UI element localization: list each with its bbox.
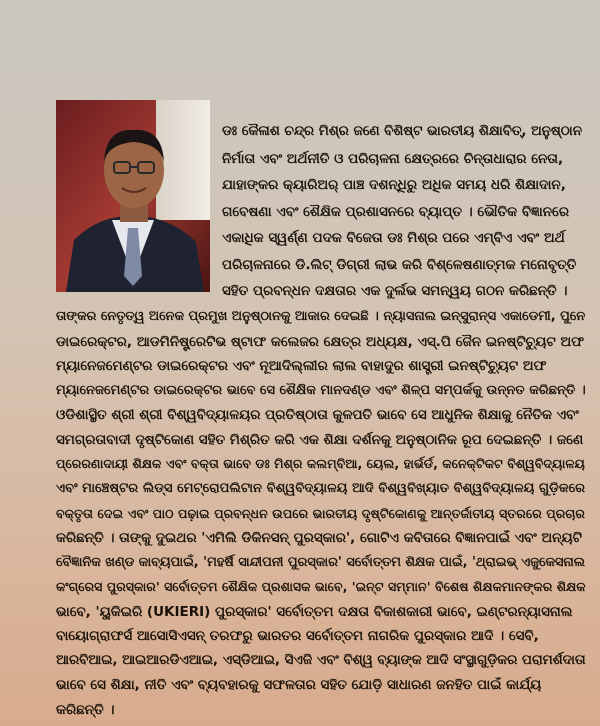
bio-line: ଆରବିଆଇ, ଆଇଆରଡିଏଆଇ, ଏସ୍‌ଡିଆଇ, ସିଏଜି ଏବଂ ବିଶ୍ୱ ବ୍ୟାଙ୍କ ଆଦି ସଂସ୍ଥାଗୁଡ଼ିକର ପରାମର୍ଶଦାତା	[56, 652, 586, 668]
bio-line: ଯାହାଙ୍କର କ୍ୟାରିଅର୍ ପାଞ୍ଚ ଦଶନ୍ଧିରୁ ଅଧିକ ସମୟ ଧରି ଶିକ୍ଷାଦାନ,	[222, 177, 566, 193]
bio-line: କଂଗ୍ରେସ ପୁରସ୍କାର' ସର୍ବୋତ୍ତମ ଶୈକ୍ଷିକ ପ୍ରଶାସକ ଭାବେ, 'ଇନ୍‌ଟ ସମ୍ମାନ' ବିଶେଷ ଶିକ୍ଷକମାନଙ୍କର ଶିକ୍ଷକ	[56, 579, 586, 595]
bio-line: ଡଃ କୈଳାଶ ଚନ୍ଦ୍ର ମିଶ୍ର ଜଣେ ବିଶିଷ୍ଟ ଭାରତୀୟ ଶିକ୍ଷାବିତ୍, ଅନୁଷ୍ଠାନ	[222, 124, 582, 139]
bio-line: ବୈଜ୍ଞାନିକ ଖଣ୍ଡ କାବ୍ୟପାଇଁ, 'ମହର୍ଷି ସାନ୍ଦୀପନୀ ପୁରସ୍କାର' ସର୍ବୋତ୍ତମ ଶିକ୍ଷକ ପାଇଁ, 'ଥ୍ରାଇଭ୍ ଏଜୁକେସନାଲ	[56, 554, 585, 570]
bio-line: କରିଛନ୍ତି ।	[56, 702, 115, 718]
bio-line: ତାଙ୍କର ନେତୃତ୍ୱ ଅନେକ ପ୍ରମୁଖ ଅନୁଷ୍ଠାନକୁ ଆକାର ଦେଇଛି । ନ୍ୟାସନାଲ ଇନ୍ସୁରାନ୍ସ ଏକାଡେମୀ, ପୁନେ	[56, 309, 586, 324]
bio-line: ଓଡିଶାସ୍ଥିତ ଶ୍ରୀ ଶ୍ରୀ ବିଶ୍ୱବିଦ୍ୟାଳୟର ପ୍ରତିଷ୍ଠାତା କୁଳପତି ଭାବେ ସେ ଆଧୁନିକ ଶିକ୍ଷାକୁ ନୈତିକ ଏବଂ	[56, 407, 579, 424]
bio-line: ଏବଂ ମାଞ୍ଚେଷ୍ଟର ଲିଡ୍ସ ମେଟ୍ରୋପଲିଟାନ ବିଶ୍ୱବିଦ୍ୟାଳୟ ଆଦି ବିଶ୍ୱବିଖ୍ୟାତ ବିଶ୍ୱବିଦ୍ୟାଳୟ ଗୁଡ଼ିକରେ	[56, 480, 586, 496]
bio-line: ସହିତ ପ୍ରବନ୍ଧନ ଦକ୍ଷତାର ଏକ ଦୁର୍ଲଭ ସମନ୍ୱୟ ଗଠନ କରିଛନ୍ତି ।	[222, 283, 568, 299]
bio-line: ବକ୍ତୃତା ଦେଇ ଏବଂ ପାଠ ପଢ଼ାଇ ପ୍ରବନ୍ଧନ ଉପରେ ଭାରତୀୟ ଦୃଷ୍ଟିକୋଣକୁ ଆନ୍ତର୍ଜାତୀୟ ସ୍ତରରେ ପ୍ରଚାର	[56, 505, 586, 521]
bio-line: ଭାବେ ସେ ଶିକ୍ଷା, ନୀତି ଏବଂ ବ୍ୟବହାରକୁ ସଫଳତାର ସହିତ ଯୋଡ଼ି ସାଧାରଣ ଜନହିତ ପାଇଁ କାର୍ଯ୍ୟ	[56, 677, 542, 694]
bio-line: ନିର୍ମାତା ଏବଂ ଅର୍ଥନୀତି ଓ ପରିଚାଳନା କ୍ଷେତ୍ରରେ ଚିନ୍ତାଧାରାର ନେତା,	[222, 150, 564, 167]
bio-line: ମ୍ୟାନେଜମେଣ୍ଟର ଡାଇରେକ୍ଟର ଭାବେ ସେ ଶୈକ୍ଷିକ ମାନଦଣ୍ଡ ଏବଂ ଶିଳ୍ପ ସମ୍ପର୍କକୁ ଉନ୍ନତ କରିଛନ୍ତି ।	[56, 382, 586, 398]
bio-line: ପରିଚାଳନାରେ ଡି.ଲିଟ୍ ଡିଗ୍ରୀ ଲାଭ କରି ବିଶ୍ଳେଷଣାତ୍ମକ ମନୋବୃତ୍ତି	[222, 256, 577, 273]
bio-line: ପ୍ରେରଣାଦାୟୀ ଶିକ୍ଷକ ଏବଂ ବକ୍ତା ଭାବେ ଡଃ ମିଶ୍ର କଲମ୍ବିଆ, ୟେଲ, ହାର୍ଭର୍ଡ, କନେକ୍ଟିକଟ ବିଶ୍ୱବିଦ୍ୟାଳୟ	[56, 456, 585, 472]
bio-line: ଭାବେ, 'ୟୁକିଇରି (UKIERI) ପୁରସ୍କାର' ସର୍ବୋତ୍ତମ ଦକ୍ଷତା ବିକାଶକାରୀ ଭାବେ, ଇଣ୍ଟରନ୍ୟାସନାଲ	[56, 603, 573, 620]
bio-line: ଏକାଧିକ ସ୍ୱର୍ଣ୍ଣ ପଦକ ବିଜେତା ଡଃ ମିଶ୍ର ପରେ ଏମ୍‌ବିଏ ଏବଂ ଅର୍ଥ	[222, 230, 565, 246]
bio-line: ମ୍ୟାନେଜମେଣ୍ଟର ଡାଇରେକ୍ଟର ଏବଂ ନୂଆଦିଲ୍ଲୀର ଲାଲ ବାହାଦୁର ଶାସ୍ତ୍ରୀ ଇନଷ୍ଟିଚ୍ୟୁଟ ଅଫ	[56, 358, 547, 375]
bio-line: ଡାଇରେକ୍ଟର, ଆଡମିନିଷ୍ଟ୍ରେଟିଭ ଷ୍ଟାଫ କଲେଜର କ୍ଷେତ୍ର ଅଧ୍ୟକ୍ଷ, ଏସ୍.ପି ଜୈନ ଇନଷ୍ଟିଚ୍ୟୁଟ ଅଫ	[56, 333, 585, 350]
bio-line: ବାୟୋଗ୍ରାଫର୍ସ ଆସୋସିଏସନ୍ ତରଫରୁ ଭାରତର ସର୍ବୋତ୍ତମ ନାଗରିକ ପୁରସ୍କାର ଆଦି । ସେବି,	[56, 628, 539, 645]
bio-line: କରିଛନ୍ତି । ତାଙ୍କୁ ଦୁଇଥର 'ଏମିଲି ଡିକିନସନ୍ ପୁରସ୍କାର', ଗୋଟିଏ କବିତାରେ ବିଜ୍ଞାନପାଇଁ ଏବଂ ଅନ୍ୟଟି	[56, 530, 582, 547]
bio-line: ସମଗ୍ରତାବାଦୀ ଦୃଷ୍ଟିକୋଣ ସହିତ ମିଶ୍ରିତ କରି ଏକ ଶିକ୍ଷା ଦର୍ଶନକୁ ଅନୁଷ୍ଠାନିକ ରୂପ ଦେଇଛନ୍ତି । ଜଣେ	[56, 431, 584, 448]
bio-line: ଗବେଷଣା ଏବଂ ଶୈକ୍ଷିକ ପ୍ରଶାସନରେ ବ୍ୟାପ୍ତ । ଭୌତିକ ବିଜ୍ଞାନରେ	[222, 203, 570, 220]
